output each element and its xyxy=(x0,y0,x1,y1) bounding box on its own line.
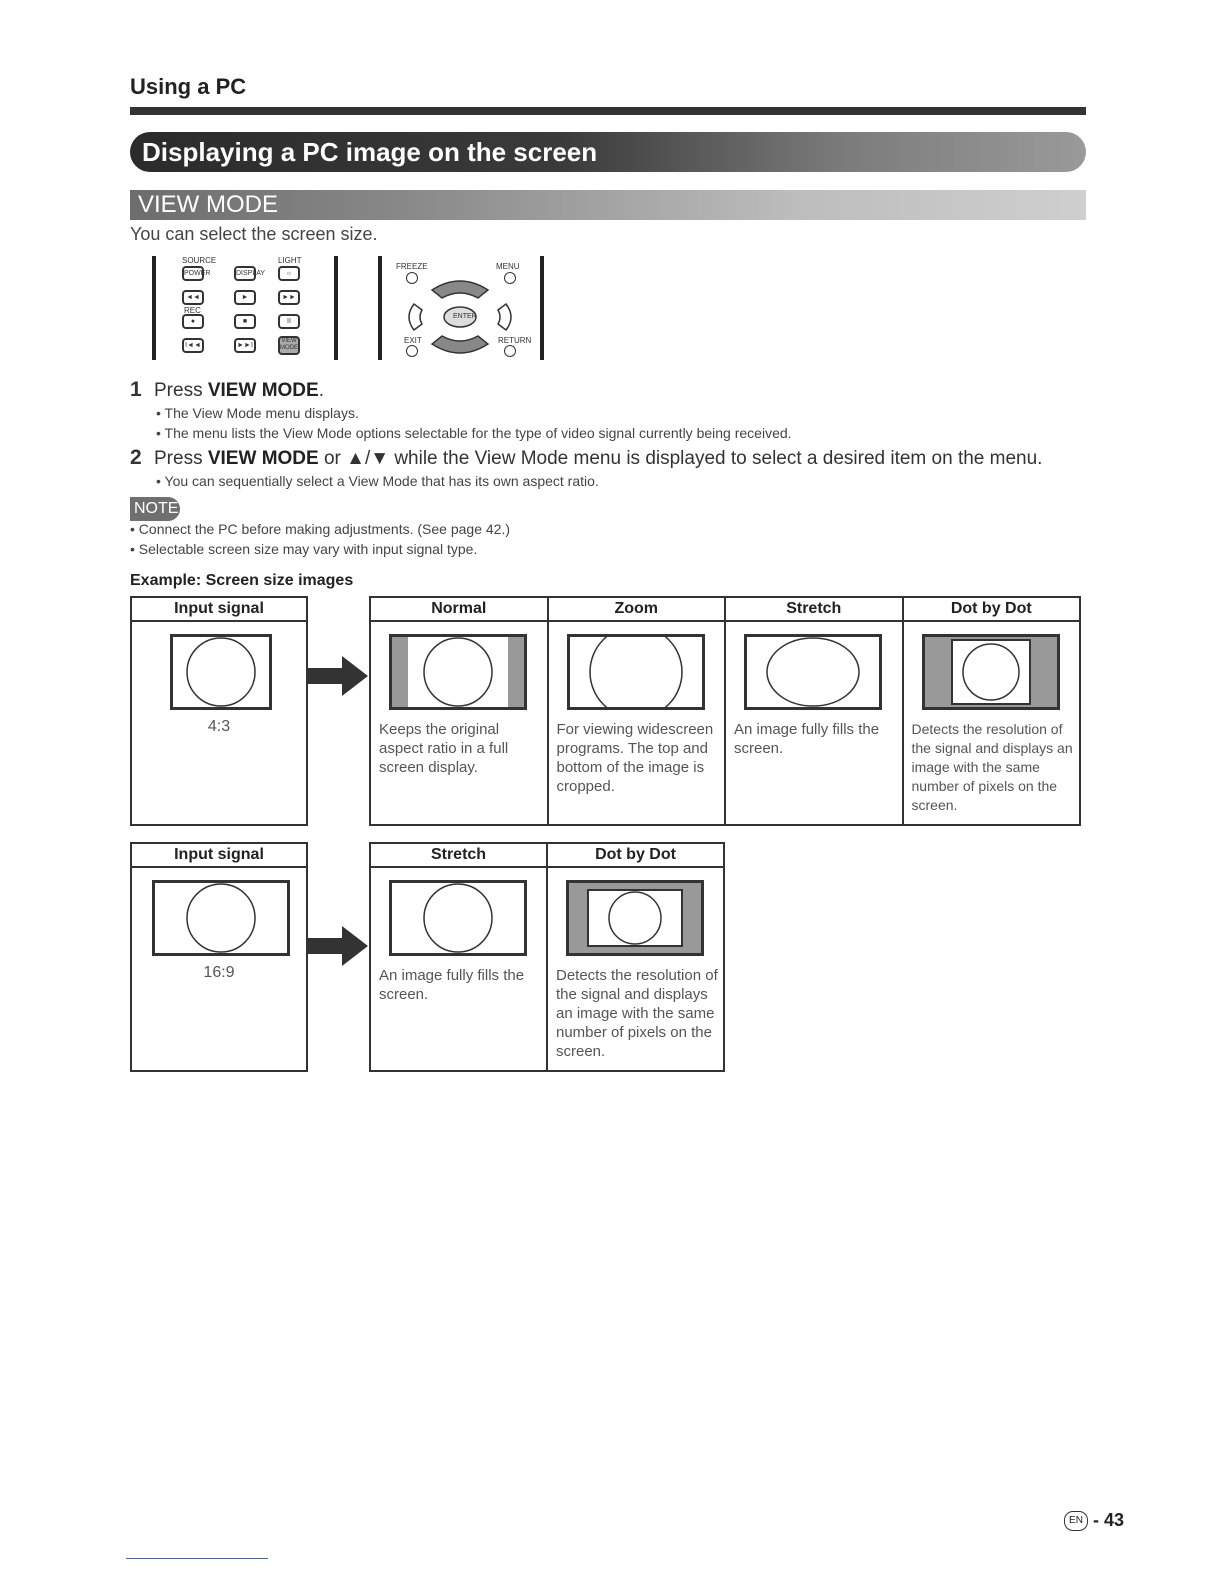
input-signal-table-16-9 xyxy=(130,842,308,1072)
input-aspect-label-2: 16:9 xyxy=(203,964,235,981)
header-rule xyxy=(130,107,1086,115)
screen-dot-by-dot-icon-2 xyxy=(566,880,704,956)
remote-rec-button: ● xyxy=(182,314,204,329)
remote-return-button xyxy=(504,345,516,357)
arrow-right-icon xyxy=(308,926,370,966)
remote-play-button: ► xyxy=(234,290,256,305)
input-signal-header-2: Input signal xyxy=(131,843,307,867)
view-mode-heading-text: VIEW MODE xyxy=(138,191,279,218)
remote-exit-button xyxy=(406,345,418,357)
remote-illustration-left xyxy=(152,256,338,360)
input-aspect-label: 4:3 xyxy=(207,718,231,735)
col-header-zoom: Zoom xyxy=(548,597,726,621)
remote-label-menu: MENU xyxy=(496,262,520,271)
input-signal-table-4-3 xyxy=(130,596,308,826)
view-mode-heading xyxy=(130,190,1086,220)
remote-label-exit: EXIT xyxy=(404,336,422,345)
page-number: - 43 xyxy=(1093,1510,1125,1530)
intro-text: You can select the screen size. xyxy=(130,224,378,244)
arrow-right-icon xyxy=(308,656,370,696)
remote-pause-button: II xyxy=(278,314,300,329)
step-1 xyxy=(130,378,324,402)
screen-stretch-icon-2 xyxy=(389,880,527,956)
col-header-dot-by-dot-2: Dot by Dot xyxy=(547,843,724,867)
remote-label-rec: REC xyxy=(184,306,201,315)
screen-16-9-icon xyxy=(152,880,290,956)
step-2 xyxy=(130,446,1042,470)
bulb-icon: ☼ xyxy=(285,270,293,277)
remote-label-freeze: FREEZE xyxy=(396,262,428,271)
col-header-normal: Normal xyxy=(370,597,548,621)
remote-light-button xyxy=(278,266,300,281)
footer-rule xyxy=(126,1558,268,1559)
remote-ff-button: ►► xyxy=(278,290,300,305)
view-mode-table-16-9 xyxy=(369,842,725,1072)
desc-dot-by-dot-2: Detects the resolution of the signal and displays an image with the same number of pixels on the screen. xyxy=(556,967,718,1060)
remote-illustration-right xyxy=(378,256,544,360)
page-banner xyxy=(130,132,1086,172)
section-title: Using a PC xyxy=(130,74,247,99)
banner-title: Displaying a PC image on the screen xyxy=(142,137,598,167)
remote-label-return: RETURN xyxy=(498,336,532,345)
remote-skip-back-button: I◄◄ xyxy=(182,338,204,353)
col-header-stretch: Stretch xyxy=(725,597,903,621)
step-1-bullet-2: • The menu lists the View Mode options selectable for the type of video signal currently being received. xyxy=(156,425,792,441)
desc-zoom: For viewing widescreen programs. The top and bottom of the image is cropped. xyxy=(556,721,714,795)
remote-view-mode-button: VIEW MODE xyxy=(278,336,300,355)
screen-dot-by-dot-icon xyxy=(922,634,1060,710)
desc-normal: Keeps the original aspect ratio in a full screen display. xyxy=(379,721,509,776)
screen-4-3-icon xyxy=(170,634,272,710)
col-header-dot-by-dot: Dot by Dot xyxy=(903,597,1081,621)
note-badge: NOTE xyxy=(130,497,180,521)
step-1-number: 1 xyxy=(130,378,142,401)
page-footer xyxy=(1064,1510,1124,1531)
screen-stretch-icon xyxy=(744,634,882,710)
screen-zoom-icon xyxy=(567,634,705,710)
desc-stretch: An image fully fills the screen. xyxy=(734,721,880,757)
remote-power-button: POWER xyxy=(182,266,204,281)
step-2-bullet-1: • You can sequentially select a View Mode that has its own aspect ratio. xyxy=(156,473,599,489)
remote-label-source: SOURCE xyxy=(182,256,217,265)
view-mode-table-4-3 xyxy=(369,596,1081,826)
remote-label-light: LIGHT xyxy=(278,256,302,265)
step-2-key: VIEW MODE xyxy=(207,448,319,469)
language-badge: EN xyxy=(1064,1511,1088,1531)
step-2-suffix: or ▲/▼ while the View Mode menu is displayed to select a desired item on the menu. xyxy=(318,448,1043,469)
example-title: Example: Screen size images xyxy=(130,572,354,589)
col-header-stretch-2: Stretch xyxy=(370,843,547,867)
note-item-1: • Connect the PC before making adjustments. (See page 42.) xyxy=(130,521,511,537)
remote-label-enter: ENTER xyxy=(453,313,477,320)
step-2-number: 2 xyxy=(130,446,142,469)
remote-display-button: DISPLAY xyxy=(234,266,256,281)
input-signal-header: Input signal xyxy=(131,597,307,621)
note-item-2: • Selectable screen size may vary with input signal type. xyxy=(130,541,478,557)
step-1-suffix: . xyxy=(318,380,324,401)
step-1-bullet-1: • The View Mode menu displays. xyxy=(156,405,359,421)
step-1-key: VIEW MODE xyxy=(207,380,319,401)
desc-dot-by-dot: Detects the resolution of the signal and displays an image with the same number of pixels on the screen. xyxy=(911,721,1073,813)
desc-stretch-2: An image fully fills the screen. xyxy=(379,967,525,1003)
screen-normal-icon xyxy=(389,634,527,710)
remote-stop-button: ■ xyxy=(234,314,256,329)
step-1-prefix: Press xyxy=(154,380,208,401)
remote-rewind-button: ◄◄ xyxy=(182,290,204,305)
step-2-prefix: Press xyxy=(154,448,208,469)
remote-skip-fwd-button: ►►I xyxy=(234,338,256,353)
